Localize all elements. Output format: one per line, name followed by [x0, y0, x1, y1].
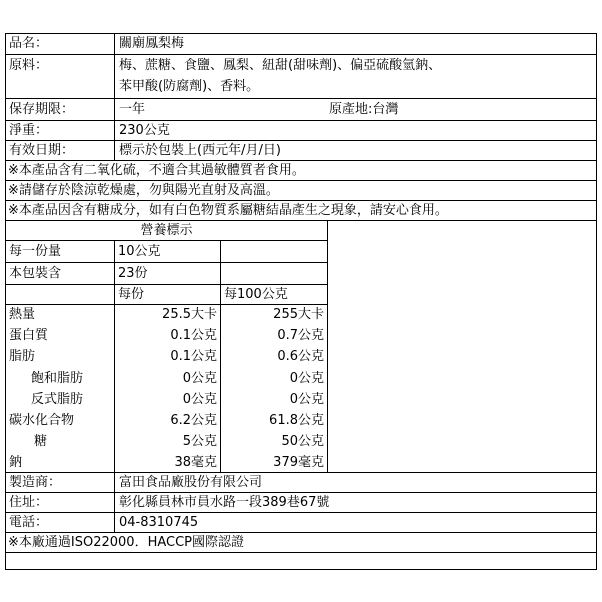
nutrient-per-serving-saturated-fat: 0公克	[182, 371, 217, 386]
name-label: 品名：	[9, 36, 49, 51]
nutrient-name-sodium: 鈉	[9, 455, 23, 470]
certification-note: ※本廠通過ISO22000．HACCP國際認證	[8, 535, 244, 550]
nutrient-per-serving-protein: 0.1公克	[170, 328, 217, 343]
phone-label: 電話：	[9, 515, 49, 530]
ingredients-line-2: 苯甲酸(防腐劑)、香料。	[119, 79, 260, 94]
nutrient-per-serving-trans-fat: 0公克	[182, 392, 217, 407]
nutrient-per-100-carbohydrate: 61.8公克	[269, 413, 324, 428]
table-border-left	[5, 33, 6, 570]
nutrient-per-100-sodium: 379毫克	[273, 455, 324, 470]
origin-text: 原產地:台灣	[329, 102, 399, 117]
nutrient-name-sugar: 糖	[34, 434, 48, 449]
maker-label: 製造商：	[9, 475, 62, 490]
ingredients-line-1: 梅、蔗糖、食鹽、鳳梨、紐甜(甜味劑)、偏亞硫酸氫鈉、	[119, 58, 442, 73]
col-header-per-serving: 每份	[118, 287, 145, 302]
note-storage: ※請儲存於陰涼乾燥處，勿與陽光直射及高溫。	[8, 183, 279, 198]
shelf-life-label: 保存期限：	[9, 102, 75, 117]
expiry-value: 標示於包裝上(西元年/月/日)	[119, 143, 281, 158]
maker-value: 富田食品廠股份有限公司	[119, 475, 263, 490]
address-label: 住址：	[9, 495, 49, 510]
servings-per-pack-value: 23份	[118, 266, 148, 281]
nutrient-per-serving-sugar: 5公克	[182, 434, 217, 449]
serving-size-label: 每一份量	[9, 244, 62, 259]
expiry-label: 有效日期：	[9, 143, 75, 158]
note-sulfite: ※本產品含有二氧化硫，不適合其過敏體質者食用。	[8, 163, 305, 178]
nutrient-per-100-calories: 255大卡	[273, 307, 324, 322]
nutrition-title: 營養標示	[140, 223, 193, 238]
name-value: 關廟鳳梨梅	[119, 36, 185, 51]
nutrient-per-serving-sodium: 38毫克	[174, 455, 217, 470]
shelf-life-value: 一年	[119, 102, 146, 117]
nutrient-per-serving-fat: 0.1公克	[170, 349, 217, 364]
nutrient-per-serving-carbohydrate: 6.2公克	[170, 413, 217, 428]
servings-per-pack-label: 本包裝含	[9, 266, 62, 281]
nutrient-per-100-fat: 0.6公克	[277, 349, 324, 364]
nutrient-per-serving-calories: 25.5大卡	[162, 307, 217, 322]
table-border-top	[5, 33, 597, 34]
col-header-per-100g: 每100公克	[224, 287, 288, 302]
ingredients-label: 原料：	[9, 58, 49, 73]
serving-size-value: 10公克	[118, 244, 161, 259]
nutrient-name-protein: 蛋白質	[9, 328, 49, 343]
address-value: 彰化縣員林市員水路一段389巷67號	[119, 495, 330, 510]
nutrient-name-calories: 熱量	[9, 307, 36, 322]
nutrient-per-100-trans-fat: 0公克	[289, 392, 324, 407]
net-weight-label: 淨重：	[9, 123, 49, 138]
nutrient-per-100-protein: 0.7公克	[277, 328, 324, 343]
nutrient-per-100-sugar: 50公克	[281, 434, 324, 449]
note-sugar-crystal: ※本產品因含有糖成分，如有白色物質系屬糖結晶產生之現象，請安心食用。	[8, 203, 448, 218]
table-border-right	[596, 33, 597, 570]
nutrient-name-fat: 脂肪	[9, 349, 36, 364]
nutrition-panel-right-border	[327, 220, 328, 472]
nutrient-per-100-saturated-fat: 0公克	[289, 371, 324, 386]
nutrient-name-carbohydrate: 碳水化合物	[9, 413, 75, 428]
net-weight-value: 230公克	[119, 123, 170, 138]
nutrient-name-trans-fat: 反式脂肪	[31, 392, 84, 407]
nutrient-name-saturated-fat: 飽和脂肪	[31, 371, 84, 386]
phone-value: 04-8310745	[119, 515, 199, 530]
table-border-bottom	[5, 569, 597, 570]
